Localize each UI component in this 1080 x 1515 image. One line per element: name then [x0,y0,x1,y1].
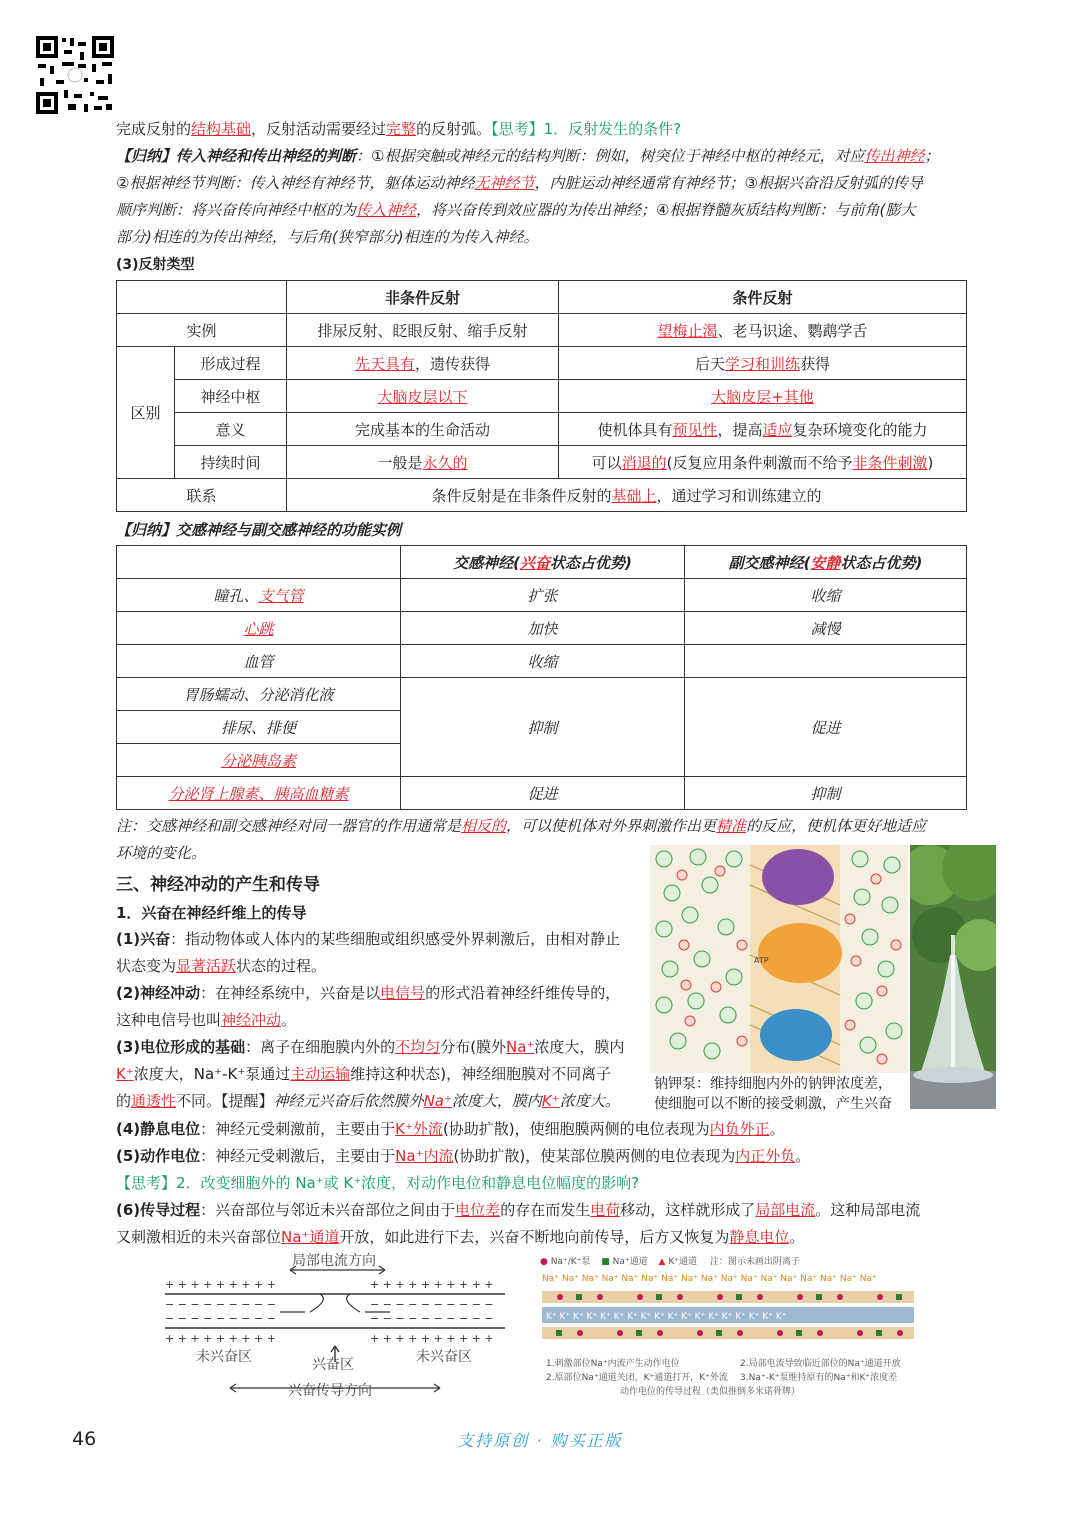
svg-text:ATP: ATP [754,956,769,965]
para-excitation-cont: 状态变为显著活跃状态的过程。 [116,957,327,975]
cell: 大脑皮层+其他 [559,380,967,413]
para-resting-potential: (4)静息电位：神经元受刺激前，主要由于K⁺外流(协助扩散)，使细胞膜两侧的电位表现为内负外正。 [116,1120,785,1138]
svg-text:− − − − − − − − −: − − − − − − − − − [165,1312,276,1325]
diagram1-bottom-label: 兴奋传导方向 [288,1383,372,1399]
diagram2-note-1: 1.刺激部位Na⁺内流产生动作电位 [546,1359,680,1369]
row-label: 意义 [175,413,287,446]
reflex-comparison-table [116,280,967,512]
row-label: 形成过程 [175,347,287,380]
diagram2-note-4: 3.Na⁺-K⁺泵维持原有的Na⁺和K⁺浓度差 [740,1373,898,1383]
qr-code [34,34,116,116]
cell: 瞳孔、支气管 [117,579,401,612]
row-label: 持续时间 [175,446,287,479]
diagram1-right-label: 未兴奋区 [416,1349,472,1365]
cell: 望梅止渴、老马识途、鹦鹉学舌 [559,314,967,347]
cell: 促进 [401,777,685,810]
cell: 抑制 [401,678,685,777]
pump-caption: 钠钾泵：维持细胞内外的钠钾浓度差， 使细胞可以不断的接受刺激，产生兴奋 [654,1076,892,1112]
autonomic-function-table [116,545,967,810]
fountain-photo [910,845,996,1109]
think-2: 【思考】2．改变细胞外的 Na⁺或 K⁺浓度，对动作电位和静息电位幅度的影响? [116,1174,640,1192]
cell: 心跳 [117,612,401,645]
table1-header-unconditioned: 非条件反射 [287,281,559,314]
svg-text:+ + + + + + + + +: + + + + + + + + + [165,1278,276,1291]
reflex-types-heading: (3)反射类型 [116,257,195,273]
cell: 一般是永久的 [287,446,559,479]
cell: 扩张 [401,579,685,612]
summary-line-4: 部分)相连的为传出神经，与后角(狭窄部分)相连的为传入神经。 [116,228,539,246]
diagram1-left-label: 未兴奋区 [196,1349,252,1365]
table1-corner [117,281,287,314]
section-title: 三、神经冲动的产生和传导 [116,875,320,895]
summary-line-1: 【归纳】传入神经和传出神经的判断：①根据突触或神经元的结构判断：例如，树突位于神经中枢的神经元，对应传出神经； [116,147,940,165]
cell: 排尿反射、眨眼反射、缩手反射 [287,314,559,347]
table2-title: 【归纳】交感神经与副交感神经的功能实例 [116,521,402,539]
row-label-relation: 联系 [117,479,287,512]
cell: 减慢 [685,612,967,645]
cell: 胃肠蠕动、分泌消化液 [117,678,401,711]
cell: 加快 [401,612,685,645]
diagram1-mid-label: 兴奋区 [312,1357,354,1373]
cell: 先天具有，遗传获得 [287,347,559,380]
para-nerve-impulse-cont: 这种电信号也叫神经冲动。 [116,1011,297,1029]
cell: 分泌胰岛素 [117,744,401,777]
summary-line-3: 顺序判断：将兴奋传向神经中枢的为传入神经，将兴奋传到效应器的为传出神经；④根据脊髓灰质结构判断：与前角(膨大 [116,201,916,219]
local-current-diagram [160,1250,510,1400]
summary-line-2: ②根据神经节判断：传入神经有神经节，躯体运动神经无神经节，内脏运动神经通常有神经节；③根据兴奋沿反射弧的传导 [116,174,923,192]
cell: 使机体具有预见性，提高适应复杂环境变化的能力 [559,413,967,446]
para-nerve-impulse: (2)神经冲动：在神经系统中，兴奋是以电信号的形式沿着神经纤维传导的， [116,984,621,1002]
cell: 促进 [685,678,967,777]
subsection-title: 1．兴奋在神经纤维上的传导 [116,904,307,922]
para-conduction-cont: 又刺激相近的未兴奋部位Na⁺通道开放，如此进行下去，兴奋不断地向前传导，后方又恢复为静息电位。 [116,1228,805,1246]
reflex-intro-line: 完成反射的结构基础，反射活动需要经过完整的反射弧。【思考】1．反射发生的条件? [116,120,682,138]
table2-note-cont: 环境的变化。 [116,844,207,862]
para-conduction: (6)传导过程：兴奋部位与邻近未兴奋部位之间由于电位差的存在而发生电荷移动，这样就形成了局部电流。这种局部电流 [116,1201,921,1219]
cell: 可以消退的(反复应用条件刺激而不给予非条件刺激) [559,446,967,479]
row-label: 神经中枢 [175,380,287,413]
table2-header-sympathetic: 交感神经(兴奋状态占优势) [401,546,685,579]
svg-text:+ + + + + + + + +: + + + + + + + + + [165,1332,276,1345]
legend-na-channel: Na⁺通道 [612,1257,648,1267]
svg-text:+ + + + + + + + + +: + + + + + + + + + + [370,1332,494,1345]
cell: 分泌肾上腺素、胰高血糖素 [117,777,401,810]
table1-header-conditioned: 条件反射 [559,281,967,314]
cell: 抑制 [685,777,967,810]
diagram1-top-label: 局部电流方向 [292,1253,376,1269]
think-1: 【思考】1．反射发生的条件? [491,120,682,138]
legend-pump: Na⁺/K⁺泵 [550,1257,591,1267]
cell: 完成基本的生命活动 [287,413,559,446]
diagram2-caption: 动作电位的传导过程（类似推倒多米诺骨牌） [620,1387,801,1397]
svg-text:Na⁺ Na⁺ Na⁺ Na⁺ Na⁺ Na⁺ Na⁺ Na: Na⁺ Na⁺ Na⁺ Na⁺ Na⁺ Na⁺ Na⁺ Na⁺ Na⁺ Na⁺ Na⁺ Na⁺ Na⁺ Na⁺ Na⁺ Na⁺ Na⁺ [542,1274,877,1284]
svg-text:− − − − − − − − −: − − − − − − − − − [165,1298,276,1311]
para-action-potential: (5)动作电位：神经元受刺激后，主要由于Na⁺内流(协助扩散)，使某部位膜两侧的电位表现为内正外负。 [116,1147,811,1165]
cell: 血管 [117,645,401,678]
diagram2-note-3: 2.原部位Na⁺通道关闭，K⁺通道打开，K⁺外流 [546,1373,728,1383]
para-excitation: (1)兴奋：指动物体或人体内的某些细胞或组织感受外界刺激后，由相对静止 [116,930,621,948]
svg-text:K⁺ K⁺ K⁺ K⁺ K⁺ K⁺ K⁺ K⁺: K⁺ K⁺ K⁺ K⁺ K⁺ K⁺ K⁺ K⁺ K⁺ K⁺ K⁺ K⁺ K⁺ K⁺ K⁺ K⁺ K⁺ K⁺ [546,1312,787,1322]
legend-k-channel: K⁺通道 [668,1257,697,1267]
svg-text:− − − − − − − − − −: − − − − − − − − − − [370,1312,494,1325]
svg-text:− − − − − − − − − −: − − − − − − − − − − [370,1298,494,1311]
cell: 大脑皮层以下 [287,380,559,413]
cell: 排尿、排便 [117,711,401,744]
cell: 收缩 [401,645,685,678]
cell: 后天学习和训练获得 [559,347,967,380]
sodium-potassium-pump-image [650,845,908,1073]
diagram2-note-2: 2.局部电流导致临近部位的Na⁺通道开放 [740,1359,901,1369]
row-label-example: 实例 [117,314,287,347]
footer-slogan: 支持原创 · 购买正版 [457,1431,623,1450]
legend-note: 注：图示未画出阴离子 [709,1257,800,1267]
para-potential-basis: (3)电位形成的基础：离子在细胞膜内外的不均匀分布(膜外Na⁺浓度大，膜内 [116,1038,625,1056]
para-potential-basis-2: K⁺浓度大，Na⁺-K⁺泵通过主动运输维持这种状态)，神经细胞膜对不同离子 [116,1065,612,1083]
row-group-difference: 区别 [117,347,175,479]
svg-text:+ + + + + + + + + +: + + + + + + + + + + [370,1278,494,1291]
page-number: 46 [72,1428,97,1450]
cell: 条件反射是在非条件反射的基础上，通过学习和训练建立的 [287,479,967,512]
cell [685,645,967,678]
para-potential-basis-3: 的通透性不同。【提醒】神经元兴奋后依然膜外Na⁺浓度大，膜内K⁺浓度大。 [116,1092,620,1110]
membrane-conduction-diagram: ● Na⁺/K⁺泵 ■ Na⁺通道 ▲ K⁺通道 注：图示未画出阴离子 Na⁺ Na⁺ Na⁺ Na⁺ Na⁺ Na⁺ Na⁺ Na⁺ Na⁺ Na⁺ Na⁺ Na⁺ Na⁺ Na⁺ Na⁺ Na⁺ Na⁺ K⁺ K⁺ K⁺ K⁺ K⁺ K⁺ K⁺ K⁺ K⁺ K⁺ K⁺ K⁺ K⁺ K⁺ K⁺ K⁺ K⁺ K⁺ 1.刺激部位Na⁺内流产生动作电位 2.局部电流导致临近部位的Na⁺通道开放 2.原部位Na⁺通道关闭，K⁺通道打开，K⁺外流 3.Na⁺-K⁺泵维持原有的Na⁺和K⁺浓度差 动作电位的传导过程（类似推倒多米诺骨牌） [540,1254,920,1404]
cell: 收缩 [685,579,967,612]
table2-note: 注：交感神经和副交感神经对同一器官的作用通常是相反的，可以使机体对外界刺激作出更精准的反应，使机体更好地适应 [116,817,927,835]
table2-header-parasympathetic: 副交感神经(安静状态占优势) [685,546,967,579]
table2-corner [117,546,401,579]
